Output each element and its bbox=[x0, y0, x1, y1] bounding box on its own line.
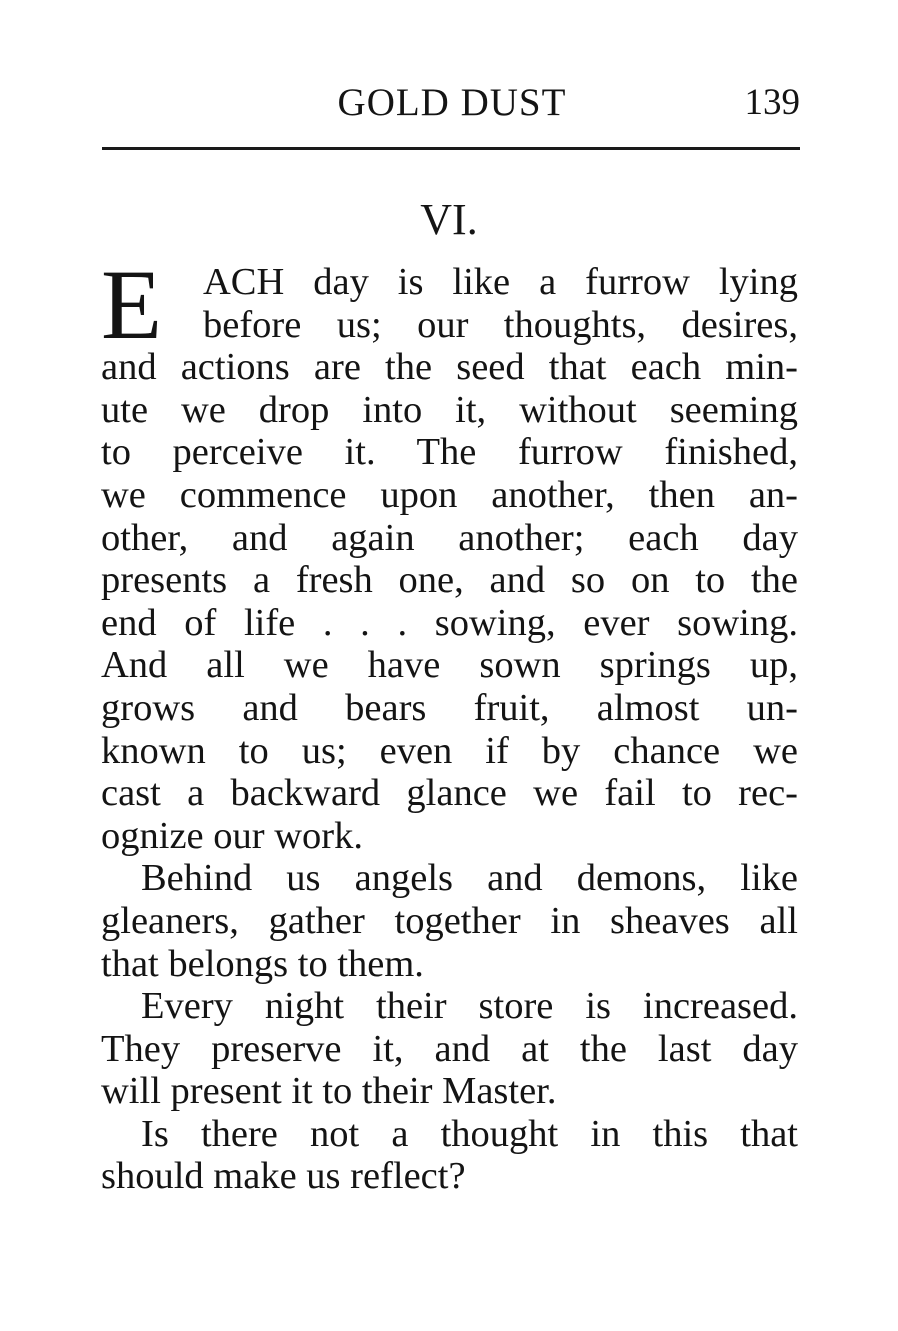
text-line: and actions are the seed that each min- bbox=[101, 346, 798, 389]
text-line: They preserve it, and at the last day bbox=[101, 1027, 798, 1070]
running-head-title: GOLD DUST bbox=[337, 81, 567, 124]
text-line: Every night their store is increased. bbox=[141, 985, 798, 1028]
text-line: will present it to their Master. bbox=[101, 1070, 557, 1113]
text-line: that belongs to them. bbox=[101, 942, 424, 985]
text-line: should make us reflect? bbox=[101, 1155, 466, 1198]
drop-cap: E bbox=[101, 249, 163, 360]
header-rule bbox=[102, 147, 800, 150]
text-line: end of life . . . sowing, ever sowing. bbox=[101, 601, 798, 644]
text-line: And all we have sown springs up, bbox=[101, 644, 798, 687]
text-line: Is there not a thought in this that bbox=[141, 1112, 798, 1155]
text-line: ognize our work. bbox=[101, 814, 363, 857]
text-line: known to us; even if by chance we bbox=[101, 729, 798, 772]
page-number: 139 bbox=[744, 82, 800, 123]
text-line: presents a fresh one, and so on to the bbox=[101, 559, 798, 602]
text-line: to perceive it. The furrow finished, bbox=[101, 431, 798, 474]
text-line: ACH day is like a furrow lying bbox=[203, 261, 798, 303]
chapter-heading: VI. bbox=[420, 195, 478, 244]
text-line: gleaners, gather together in sheaves all bbox=[101, 899, 798, 942]
text-line: cast a backward glance we fail to rec- bbox=[101, 772, 798, 815]
body-text bbox=[101, 249, 798, 1198]
text-line: ute we drop into it, without seeming bbox=[101, 388, 798, 431]
text-line: grows and bears fruit, almost un- bbox=[101, 686, 798, 729]
text-line: before us; our thoughts, desires, bbox=[203, 303, 798, 346]
text-line: other, and again another; each day bbox=[101, 516, 798, 559]
text-line: we commence upon another, then an- bbox=[101, 473, 798, 516]
running-head bbox=[104, 78, 800, 128]
text-line: Behind us angels and demons, like bbox=[141, 857, 798, 900]
